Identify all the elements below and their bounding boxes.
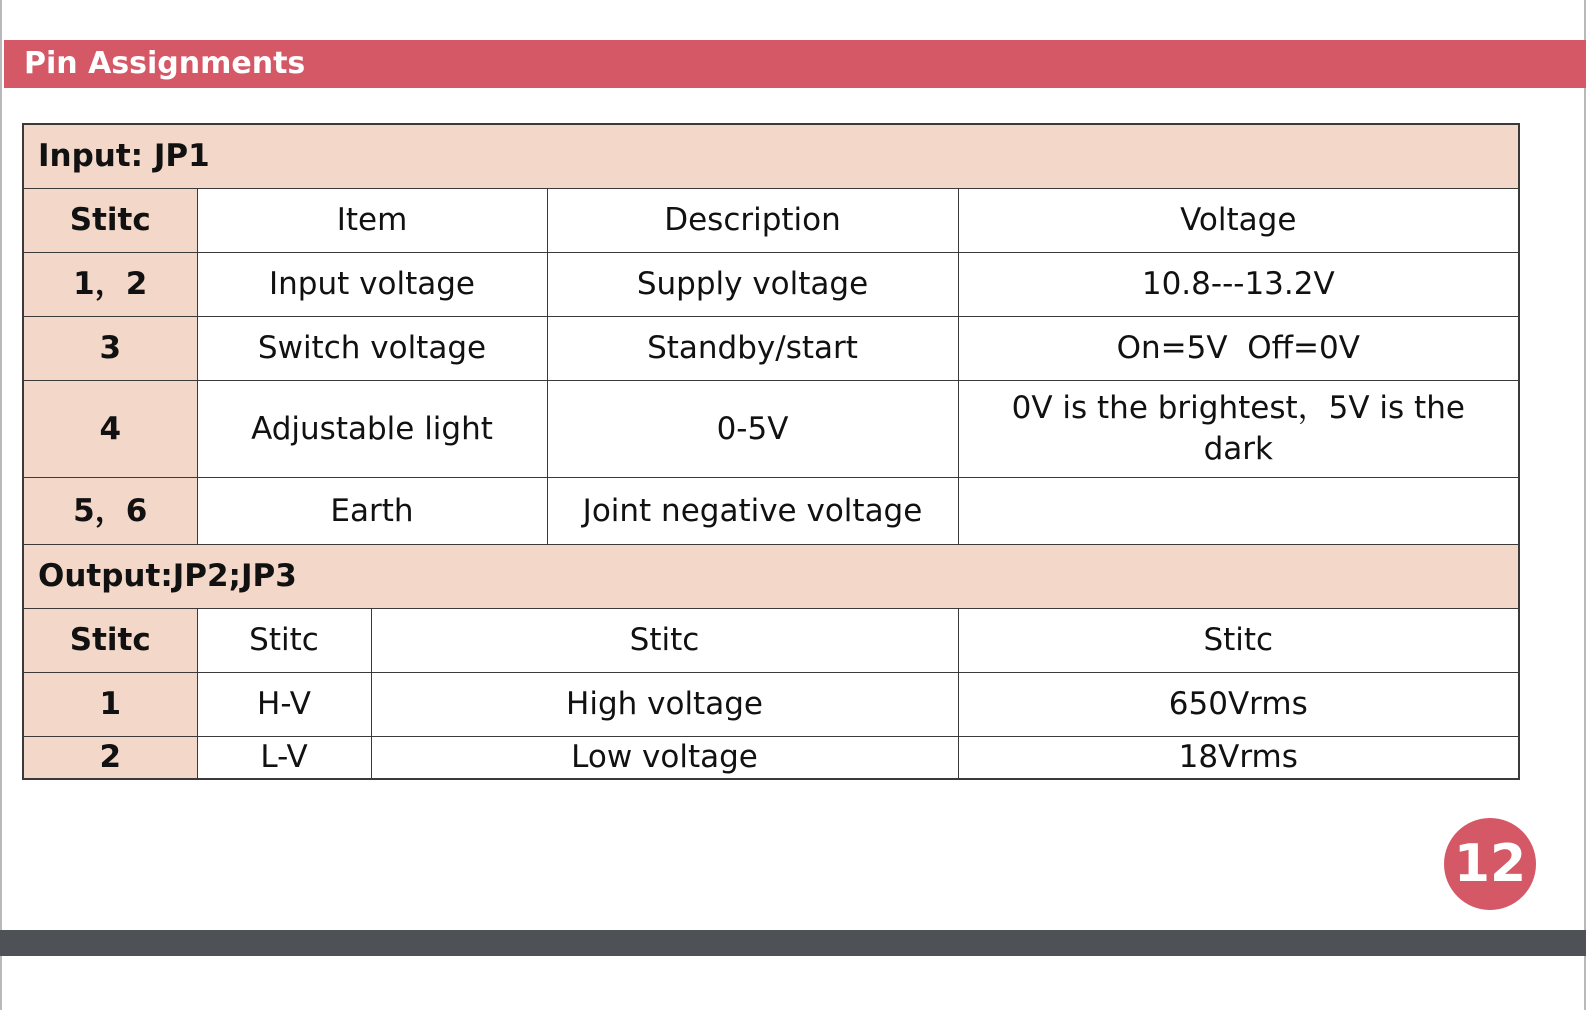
section-title-bar [4, 40, 1586, 88]
pin-cell: 5，6 [23, 478, 197, 545]
item-cell: Adjustable light [197, 381, 547, 478]
table-row [23, 737, 1519, 780]
page-title: Pin Assignments [24, 46, 306, 81]
description-cell: Joint negative voltage [547, 478, 958, 545]
output-col-description-header: Stitc [371, 609, 958, 673]
input-column-header-row [23, 189, 1519, 253]
description-cell: High voltage [371, 673, 958, 737]
voltage-cell: 18Vrms [958, 737, 1519, 780]
description-cell: Supply voltage [547, 253, 958, 317]
table-row [23, 381, 1519, 478]
input-col-pin-header: Stitc [23, 189, 197, 253]
voltage-cell: On=5V Off=0V [958, 317, 1519, 381]
description-cell: Standby/start [547, 317, 958, 381]
page-separator [0, 930, 1586, 956]
table-row [23, 253, 1519, 317]
input-section-title: Input: JP1 [23, 124, 1519, 189]
pin-cell: 2 [23, 737, 197, 780]
output-section-header [23, 545, 1519, 609]
output-section-title: Output:JP2;JP3 [23, 545, 1519, 609]
output-col-item-header: Stitc [197, 609, 371, 673]
next-page-edge [0, 956, 1586, 1010]
voltage-cell: 10.8---13.2V [958, 253, 1519, 317]
voltage-cell: 0V is the brightest，5V is the dark [958, 381, 1519, 478]
input-col-description-header: Description [547, 189, 958, 253]
pin-cell: 4 [23, 381, 197, 478]
item-cell: Input voltage [197, 253, 547, 317]
output-col-pin-header: Stitc [23, 609, 197, 673]
input-col-item-header: Item [197, 189, 547, 253]
description-cell: Low voltage [371, 737, 958, 780]
table-row [23, 317, 1519, 381]
voltage-cell: 650Vrms [958, 673, 1519, 737]
pin-assignment-table [22, 123, 1520, 780]
pin-cell: 1，2 [23, 253, 197, 317]
page-number-badge: 12 [1444, 818, 1536, 910]
pin-cell: 1 [23, 673, 197, 737]
output-column-header-row [23, 609, 1519, 673]
voltage-cell [958, 478, 1519, 545]
input-section-header [23, 124, 1519, 189]
item-cell: L-V [197, 737, 371, 780]
pin-cell: 3 [23, 317, 197, 381]
output-col-voltage-header: Stitc [958, 609, 1519, 673]
item-cell: Switch voltage [197, 317, 547, 381]
table-row [23, 478, 1519, 545]
input-col-voltage-header: Voltage [958, 189, 1519, 253]
item-cell: H-V [197, 673, 371, 737]
description-cell: 0-5V [547, 381, 958, 478]
item-cell: Earth [197, 478, 547, 545]
table-row [23, 673, 1519, 737]
